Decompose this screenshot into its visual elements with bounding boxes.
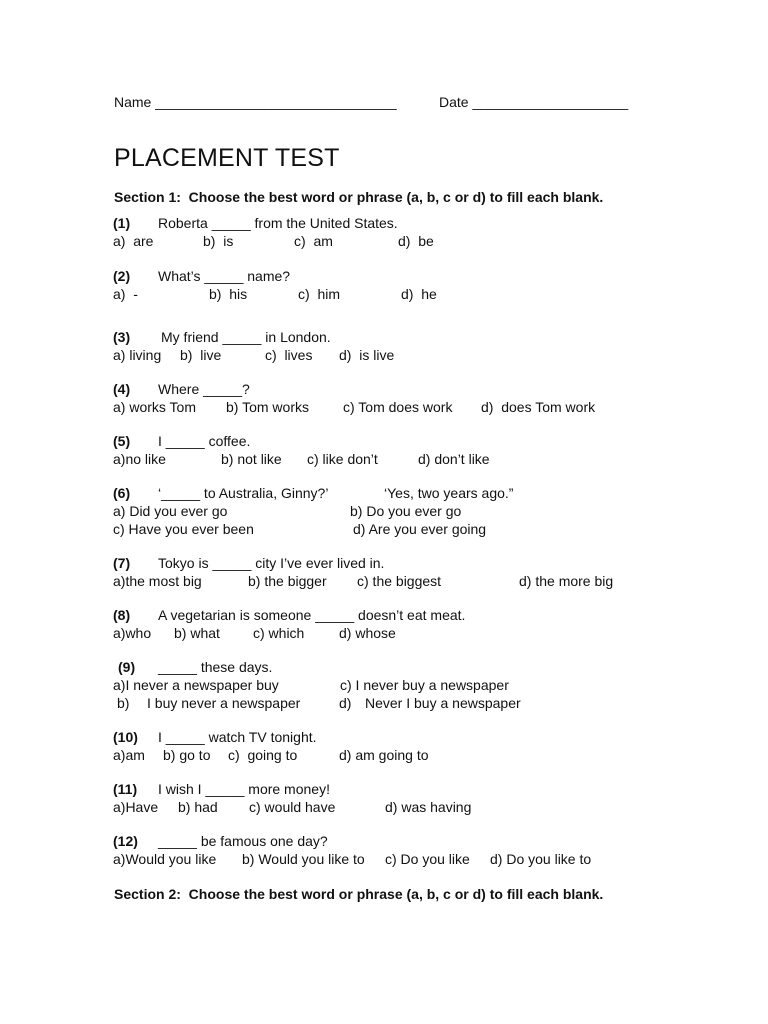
option-a: a) living [113,347,162,363]
option-a: a) works Tom [113,399,196,415]
option-a: a)am [113,747,145,763]
option-c: c) like don’t [307,451,378,467]
option-d: d) be [398,233,434,249]
option-b: b) what [174,625,220,641]
option-b: b) Do you ever go [350,503,462,519]
option-c: c) going to [228,747,298,763]
option-b: b) Tom works [226,399,309,415]
question-number: (6) [113,485,131,501]
section-2-heading: Section 2: Choose the best word or phrase (a, b, c or d) to fill each blank. [114,886,604,902]
question-text: ‘_____ to Australia, Ginny?’ [158,485,329,501]
question-number: (7) [113,555,131,571]
option-a: a)who [113,625,152,641]
option-c: c) Tom does work [343,399,453,415]
option-b: b) go to [163,747,211,763]
question-text: I _____ watch TV tonight. [158,729,317,745]
option-d: Never I buy a newspaper [365,695,521,711]
question-number: (8) [113,607,131,623]
option-c: c) would have [249,799,336,815]
option-b: b) the bigger [248,573,327,589]
section-1-heading: Section 1: Choose the best word or phrase (a, b, c or d) to fill each blank. [114,189,604,205]
question-text: Roberta _____ from the United States. [158,215,398,231]
option-d: d) does Tom work [481,399,596,415]
option-d: d) is live [339,347,395,363]
option-d: d) whose [339,625,396,641]
option-b: b) not like [221,451,282,467]
question-text: What’s _____ name? [158,268,291,284]
option-b: I buy never a newspaper [147,695,301,711]
option-a: a)no like [113,451,166,467]
option-b: b) is [203,233,234,249]
option-d: d) the more big [519,573,614,589]
question-text: I wish I _____ more money! [158,781,330,797]
option-d: d) he [401,286,437,302]
option-b: b) live [180,347,222,363]
question-text: _____ be famous one day? [158,833,328,849]
option-a: a) - [113,286,138,302]
question-text: I _____ coffee. [158,433,251,449]
option-c: c) lives [265,347,313,363]
option-a: a)the most big [113,573,202,589]
option-d: d) am going to [339,747,429,763]
name-field: Name _______________________________ [114,94,397,110]
option-c: c) him [298,286,340,302]
option-c: c) Do you like [385,851,470,867]
question-text: My friend _____ in London. [161,329,331,345]
question-number: (9) [118,659,136,675]
option-d: d) don’t like [418,451,490,467]
option-c: c) I never buy a newspaper [340,677,509,693]
question-number: (5) [113,433,131,449]
option-d-letter: d) [339,695,352,711]
option-a: a) Did you ever go [113,503,228,519]
question-number: (11) [113,781,138,797]
question-text: A vegetarian is someone _____ doesn’t eat meat. [158,607,466,623]
option-b: b) had [178,799,218,815]
question-text: _____ these days. [158,659,273,675]
option-a: a) are [113,233,154,249]
question-response: ‘Yes, two years ago.” [384,485,514,501]
date-field: Date ____________________ [439,94,629,110]
option-c: c) Have you ever been [113,521,254,537]
option-b-letter: b) [117,695,130,711]
option-a: a)Have [113,799,159,815]
question-number: (12) [113,833,138,849]
option-a: a)I never a newspaper buy [113,677,279,693]
question-number: (10) [113,729,138,745]
option-c: c) am [294,233,333,249]
question-number: (2) [113,268,131,284]
question-number: (1) [113,215,131,231]
question-text: Tokyo is _____ city I’ve ever lived in. [158,555,385,571]
option-c: c) the biggest [357,573,442,589]
option-d: d) Are you ever going [353,521,487,537]
question-number: (3) [113,329,131,345]
option-a: a)Would you like [113,851,217,867]
question-number: (4) [113,381,131,397]
option-b: b) his [209,286,248,302]
page-title: PLACEMENT TEST [114,144,340,172]
question-text: Where _____? [158,381,250,397]
option-b: b) Would you like to [242,851,365,867]
option-d: d) Do you like to [490,851,592,867]
option-d: d) was having [385,799,472,815]
option-c: c) which [253,625,305,641]
